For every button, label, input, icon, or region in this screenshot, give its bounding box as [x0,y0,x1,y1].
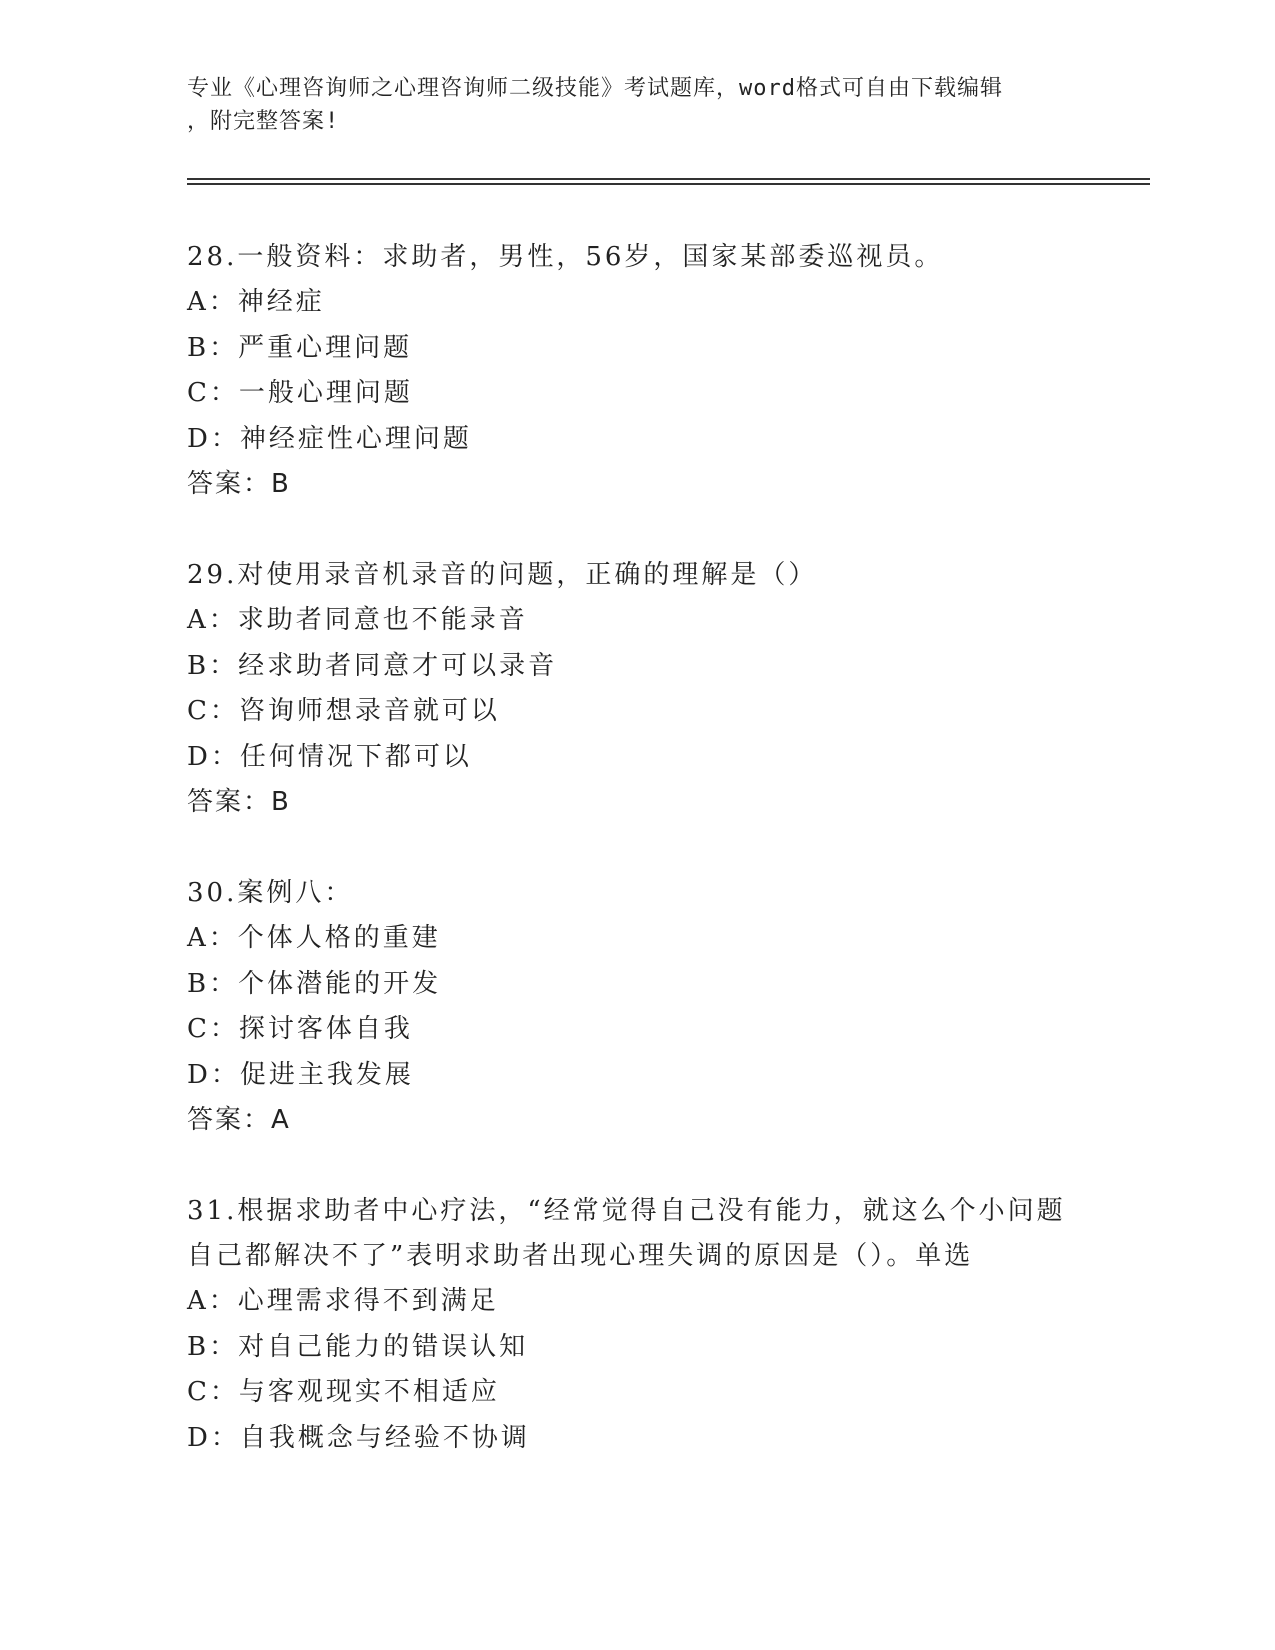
question-stem: 28.一般资料：求助者，男性，56岁，国家某部委巡视员。 [187,242,944,272]
header-line-1: 专业《心理咨询师之心理咨询师二级技能》考试题库，word格式可自由下载编辑 [187,76,1003,101]
header-divider-top [187,178,1150,180]
question-29 [187,553,1087,826]
option-a: A：心理需求得不到满足 [187,1286,499,1316]
document-header [187,72,1067,138]
option-a: A：个体人格的重建 [187,923,441,953]
question-stem-line-2: 自己都解决不了”表明求助者出现心理失调的原因是（）。单选 [187,1241,974,1271]
option-a: A：求助者同意也不能录音 [187,605,528,635]
answer-label: 答案：B [187,469,291,499]
option-d: D：任何情况下都可以 [187,741,472,772]
option-c: C：探讨客体自我 [187,1014,413,1044]
option-d: D：促进主我发展 [187,1059,414,1090]
option-b: B：经求助者同意才可以录音 [187,650,558,681]
option-b: B：对自己能力的错误认知 [187,1331,529,1362]
option-b: B：个体潜能的开发 [187,968,442,999]
question-28 [187,235,1087,508]
question-31 [187,1189,1087,1461]
option-d: D：神经症性心理问题 [187,423,472,454]
option-b: B：严重心理问题 [187,332,413,363]
answer-label: 答案：B [187,787,291,817]
question-stem: 30.案例八： [187,878,354,908]
option-c: C：一般心理问题 [187,378,413,408]
option-d: D：自我概念与经验不协调 [187,1422,530,1453]
option-a: A：神经症 [187,287,325,317]
option-c: C：与客观现实不相适应 [187,1377,500,1407]
header-line-2: ，附完整答案! [187,109,340,134]
header-divider-bottom [187,183,1150,185]
answer-label: 答案：A [187,1105,291,1135]
option-c: C：咨询师想录音就可以 [187,696,500,726]
question-stem: 29.对使用录音机录音的问题，正确的理解是（） [187,560,818,590]
question-30 [187,871,1087,1144]
question-stem-line-1: 31.根据求助者中心疗法，“经常觉得自己没有能力，就这么个小问题 [187,1196,1066,1226]
